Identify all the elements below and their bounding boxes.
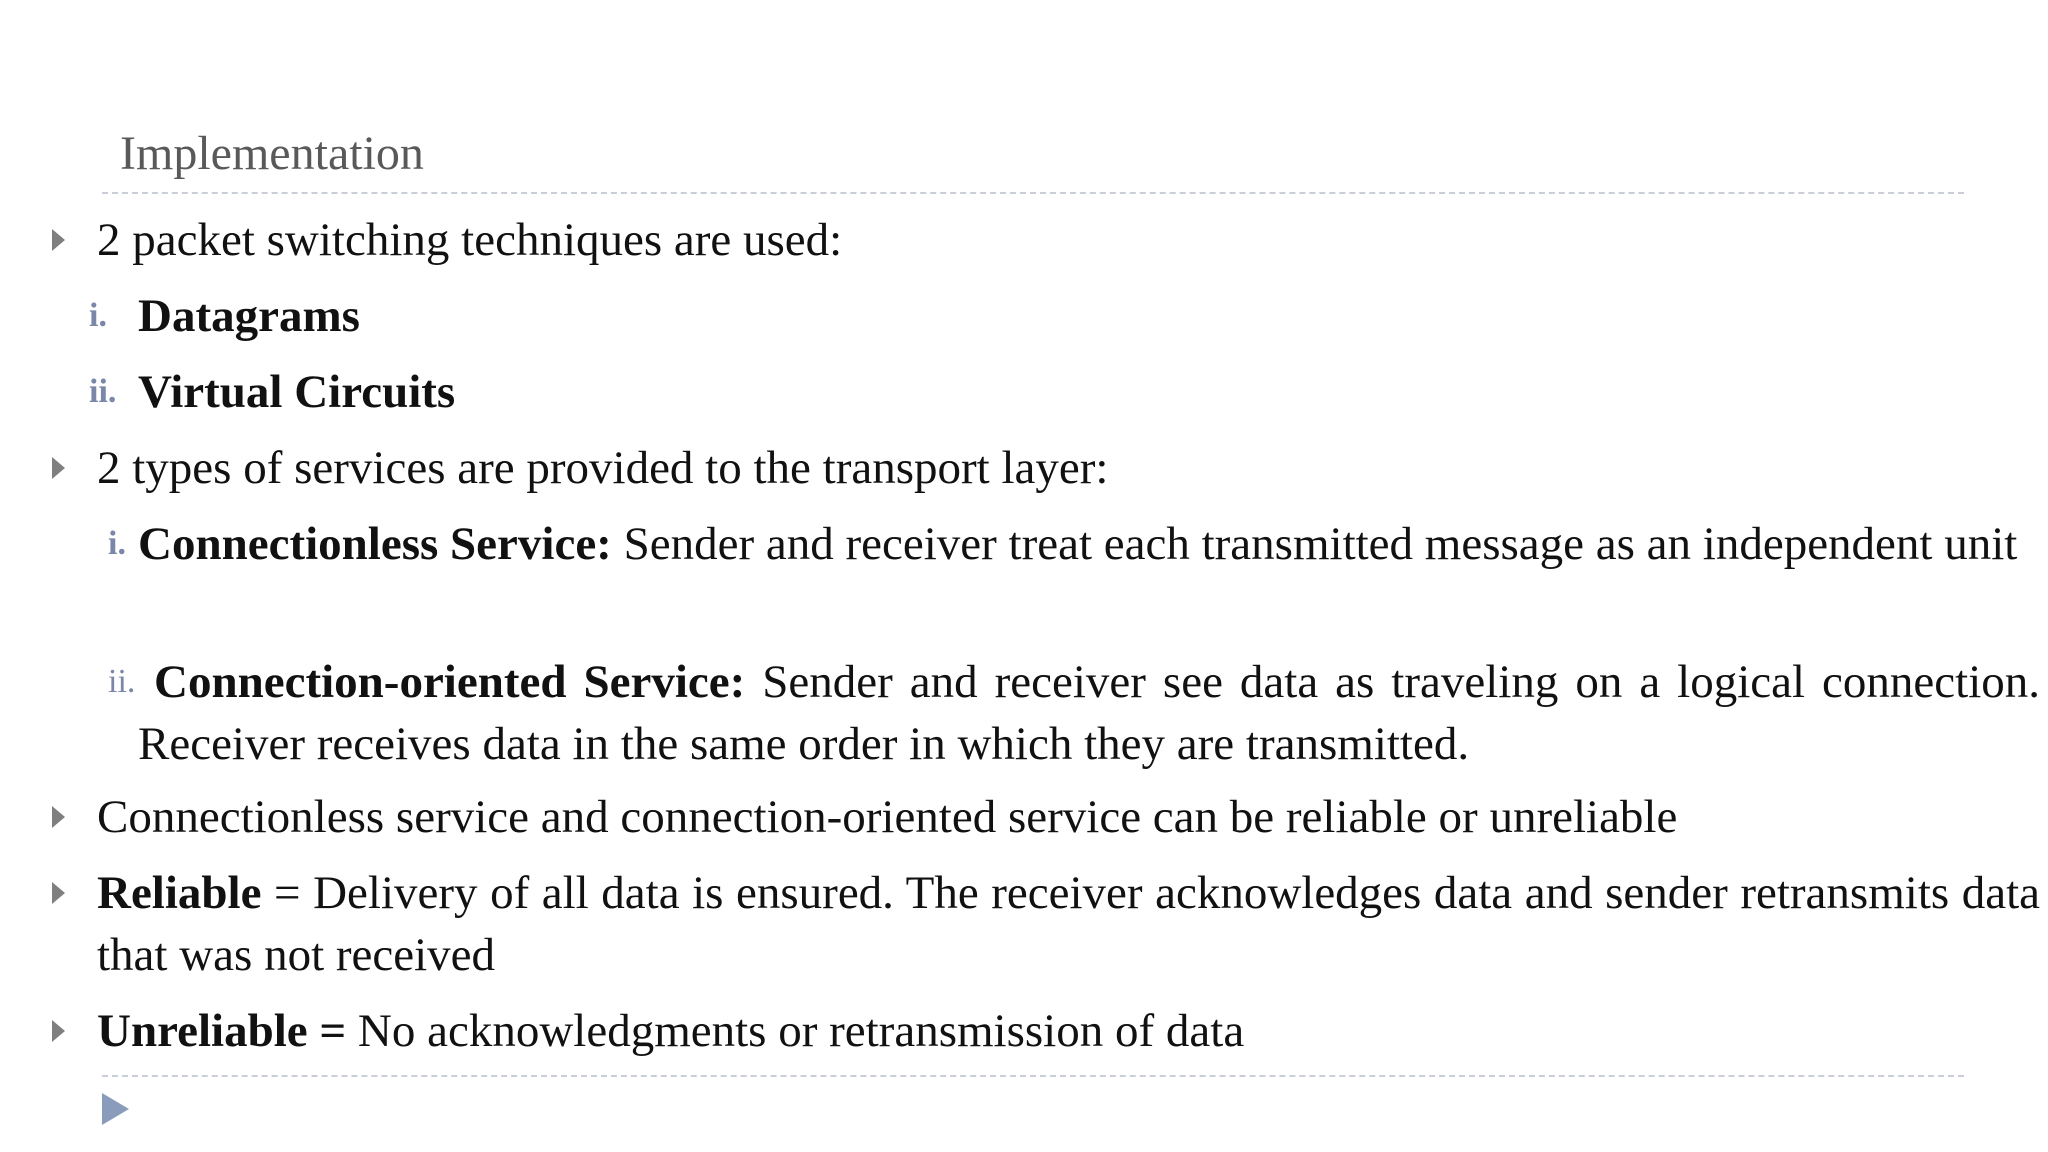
list-item-datagrams: Datagrams — [138, 290, 360, 342]
bullet-triangle-icon — [52, 1020, 65, 1042]
header-divider — [102, 192, 1964, 194]
bullet-text-unreliable — [97, 1000, 1244, 1062]
term-reliable: Reliable — [97, 867, 262, 919]
bullet-text-packet-switching: 2 packet switching techniques are used: — [97, 214, 843, 266]
list-number: ii. — [108, 663, 136, 700]
footer-triangle-icon — [102, 1093, 129, 1125]
definition-unreliable: No acknowledgments or retransmission of data — [346, 1005, 1245, 1057]
footer-divider — [102, 1075, 1964, 1077]
list-item-connectionless-service — [138, 513, 2040, 575]
bullet-triangle-icon — [52, 229, 65, 251]
list-item-virtual-circuits: Virtual Circuits — [138, 366, 456, 418]
bullet-text-reliability-note: Connectionless service and connection-oriented service can be reliable or unreliable — [97, 791, 1678, 843]
term-connection-oriented-service: Connection-oriented Service: — [154, 656, 746, 708]
bullet-text-service-types: 2 types of services are provided to the transport layer: — [97, 442, 1109, 494]
bullet-triangle-icon — [52, 806, 65, 828]
list-number: i. — [108, 525, 126, 562]
list-number: ii. — [89, 373, 117, 410]
slide-title: Implementation — [120, 127, 424, 180]
bullet-triangle-icon — [52, 457, 65, 479]
definition-connectionless-service: Sender and receiver treat each transmitted message as an independent unit — [611, 518, 2018, 570]
term-unreliable: Unreliable = — [97, 1005, 347, 1057]
bullet-text-reliable — [97, 862, 2040, 986]
definition-connection-oriented-service: Sender and receiver see data as traveling on a logical connection. Receiver receives data in the same order in which they are transmitted. — [138, 656, 2040, 770]
bullet-triangle-icon — [52, 882, 65, 904]
definition-reliable: = Delivery of all data is ensured. The receiver acknowledges data and sender retransmits data that was not received — [97, 867, 2040, 981]
list-item-connection-oriented-service — [138, 651, 2040, 775]
list-number: i. — [89, 297, 107, 334]
term-connectionless-service: Connectionless Service: — [138, 518, 612, 570]
